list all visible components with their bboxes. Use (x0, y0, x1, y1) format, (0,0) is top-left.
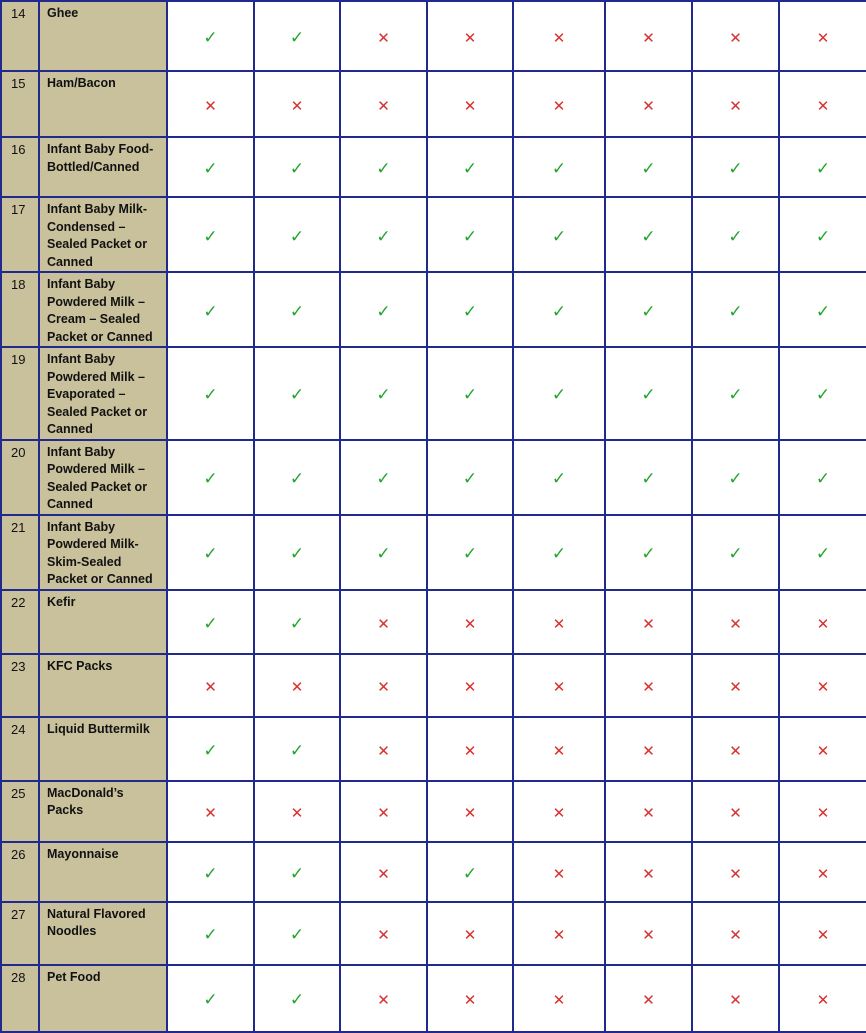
check-icon: ✓ (376, 469, 391, 489)
availability-cell (340, 717, 427, 781)
availability-cell (167, 347, 254, 440)
availability-cell (779, 590, 866, 654)
availability-cell (779, 1, 866, 71)
availability-cell (513, 781, 605, 842)
check-icon: ✓ (551, 226, 567, 247)
availability-cell (167, 272, 254, 347)
availability-cell (605, 965, 692, 1032)
row-number: 19 (1, 347, 39, 440)
availability-cell (427, 515, 513, 590)
availability-cell (513, 272, 605, 347)
availability-cell (692, 347, 779, 440)
availability-cell (513, 965, 605, 1032)
cross-icon: ✕ (463, 991, 477, 1009)
cross-icon: ✕ (377, 97, 390, 115)
availability-cell (692, 272, 779, 347)
check-icon: ✓ (289, 613, 305, 634)
availability-cell (340, 902, 427, 965)
availability-cell (340, 440, 427, 515)
availability-cell (605, 137, 692, 197)
check-icon: ✓ (728, 544, 743, 564)
cross-icon: ✕ (642, 991, 655, 1009)
cross-icon: ✕ (729, 991, 742, 1009)
check-icon: ✓ (203, 159, 218, 179)
check-icon: ✓ (203, 301, 218, 322)
cross-icon: ✕ (463, 741, 477, 760)
check-icon: ✓ (462, 159, 478, 179)
check-icon: ✓ (462, 226, 478, 247)
availability-cell (779, 717, 866, 781)
cross-icon: ✕ (463, 97, 477, 115)
availability-cell (513, 515, 605, 590)
availability-cell (779, 347, 866, 440)
cross-icon: ✕ (729, 97, 742, 115)
row-number: 20 (1, 440, 39, 515)
availability-cell (427, 717, 513, 781)
availability-cell (692, 440, 779, 515)
check-icon: ✓ (203, 863, 218, 884)
availability-cell (254, 781, 340, 842)
item-name: Infant Baby Powdered Milk – Sealed Packet or Canned (39, 440, 167, 515)
availability-cell (779, 965, 866, 1032)
availability-cell (779, 654, 866, 717)
availability-cell (513, 717, 605, 781)
availability-cell (605, 440, 692, 515)
cross-icon: ✕ (816, 678, 830, 696)
check-icon: ✓ (203, 385, 218, 406)
availability-cell (340, 347, 427, 440)
availability-cell (427, 902, 513, 965)
availability-cell (692, 590, 779, 654)
cross-icon: ✕ (816, 29, 830, 47)
availability-cell (254, 197, 340, 272)
check-icon: ✓ (728, 469, 743, 489)
availability-cell (340, 71, 427, 137)
cross-icon: ✕ (642, 97, 655, 115)
row-number: 23 (1, 654, 39, 717)
check-icon: ✓ (203, 613, 218, 634)
availability-cell (167, 717, 254, 781)
cross-icon: ✕ (377, 926, 390, 944)
check-icon: ✓ (376, 226, 391, 247)
row-number: 15 (1, 71, 39, 137)
check-icon: ✓ (289, 990, 305, 1010)
table-body (1, 1, 866, 1032)
table-row (1, 347, 866, 440)
check-icon: ✓ (815, 385, 831, 406)
table-row (1, 71, 866, 137)
check-icon: ✓ (641, 385, 656, 406)
availability-cell (605, 71, 692, 137)
cross-icon: ✕ (552, 678, 566, 696)
availability-cell (692, 965, 779, 1032)
row-number: 16 (1, 137, 39, 197)
availability-cell (427, 347, 513, 440)
check-icon: ✓ (462, 385, 478, 406)
availability-cell (692, 717, 779, 781)
availability-cell (427, 654, 513, 717)
availability-cell (254, 842, 340, 902)
check-icon: ✓ (641, 544, 656, 564)
availability-cell (427, 842, 513, 902)
availability-cell (254, 515, 340, 590)
availability-cell (605, 590, 692, 654)
check-icon: ✓ (203, 28, 218, 48)
availability-cell (605, 515, 692, 590)
item-name: Ham/Bacon (39, 71, 167, 137)
availability-cell (340, 197, 427, 272)
availability-cell (605, 902, 692, 965)
check-icon: ✓ (462, 301, 478, 322)
row-number: 22 (1, 590, 39, 654)
check-icon: ✓ (376, 301, 391, 322)
check-icon: ✓ (641, 301, 656, 322)
availability-cell (605, 842, 692, 902)
cross-icon: ✕ (816, 991, 830, 1009)
cross-icon: ✕ (463, 29, 477, 47)
table-row (1, 902, 866, 965)
availability-cell (692, 902, 779, 965)
availability-cell (254, 965, 340, 1032)
cross-icon: ✕ (552, 614, 566, 633)
row-number: 18 (1, 272, 39, 347)
availability-cell (167, 654, 254, 717)
availability-cell (340, 137, 427, 197)
table-row (1, 1, 866, 71)
availability-cell (340, 272, 427, 347)
availability-cell (692, 197, 779, 272)
availability-cell (605, 781, 692, 842)
check-icon: ✓ (203, 544, 218, 564)
item-name: KFC Packs (39, 654, 167, 717)
check-icon: ✓ (203, 226, 218, 247)
availability-cell (254, 137, 340, 197)
availability-cell (513, 71, 605, 137)
item-name: Ghee (39, 1, 167, 71)
row-number: 21 (1, 515, 39, 590)
availability-cell (779, 71, 866, 137)
check-icon: ✓ (728, 226, 743, 247)
cross-icon: ✕ (729, 614, 742, 633)
table-row (1, 590, 866, 654)
availability-cell (254, 71, 340, 137)
check-icon: ✓ (289, 159, 305, 179)
availability-cell (340, 965, 427, 1032)
cross-icon: ✕ (816, 614, 830, 633)
check-icon: ✓ (815, 469, 831, 489)
availability-cell (692, 781, 779, 842)
check-icon: ✓ (641, 159, 656, 179)
cross-icon: ✕ (816, 926, 830, 944)
row-number: 14 (1, 1, 39, 71)
cross-icon: ✕ (552, 97, 566, 115)
check-icon: ✓ (289, 544, 305, 564)
check-icon: ✓ (641, 469, 656, 489)
item-name: Pet Food (39, 965, 167, 1032)
check-icon: ✓ (289, 863, 305, 884)
availability-cell (779, 902, 866, 965)
availability-cell (513, 842, 605, 902)
cross-icon: ✕ (642, 614, 655, 633)
cross-icon: ✕ (463, 926, 477, 944)
availability-cell (692, 654, 779, 717)
table-row (1, 137, 866, 197)
availability-cell (513, 347, 605, 440)
availability-cell (427, 965, 513, 1032)
item-name: Infant Baby Powdered Milk-Skim-Sealed Packet or Canned (39, 515, 167, 590)
item-name: Infant Baby Milk-Condensed – Sealed Packet or Canned (39, 197, 167, 272)
item-name: Mayonnaise (39, 842, 167, 902)
item-name: Liquid Buttermilk (39, 717, 167, 781)
availability-cell (779, 137, 866, 197)
availability-cell (167, 965, 254, 1032)
check-icon: ✓ (376, 385, 391, 406)
row-number: 17 (1, 197, 39, 272)
availability-cell (605, 197, 692, 272)
row-number: 26 (1, 842, 39, 902)
item-name: Infant Baby Powdered Milk – Cream – Sealed Packet or Canned (39, 272, 167, 347)
cross-icon: ✕ (642, 741, 655, 760)
availability-cell (254, 717, 340, 781)
availability-cell (779, 781, 866, 842)
availability-cell (167, 781, 254, 842)
availability-cell (427, 590, 513, 654)
cross-icon: ✕ (204, 97, 217, 115)
table-row (1, 440, 866, 515)
availability-cell (513, 902, 605, 965)
check-icon: ✓ (728, 385, 743, 406)
availability-cell (779, 197, 866, 272)
cross-icon: ✕ (729, 29, 742, 47)
check-icon: ✓ (376, 159, 391, 179)
availability-cell (692, 71, 779, 137)
availability-cell (254, 440, 340, 515)
cross-icon: ✕ (377, 614, 390, 633)
availability-cell (692, 842, 779, 902)
item-name: Natural Flavored Noodles (39, 902, 167, 965)
availability-cell (779, 515, 866, 590)
availability-cell (513, 137, 605, 197)
check-icon: ✓ (203, 740, 218, 761)
cross-icon: ✕ (463, 678, 477, 696)
availability-cell (167, 137, 254, 197)
table-row (1, 197, 866, 272)
check-icon: ✓ (289, 740, 305, 761)
check-icon: ✓ (289, 226, 305, 247)
item-name: Infant Baby Food-Bottled/Canned (39, 137, 167, 197)
availability-cell (340, 590, 427, 654)
item-name: MacDonald’s Packs (39, 781, 167, 842)
check-icon: ✓ (641, 226, 656, 247)
cross-icon: ✕ (729, 926, 742, 944)
cross-icon: ✕ (642, 29, 655, 47)
check-icon: ✓ (289, 385, 305, 406)
availability-cell (340, 654, 427, 717)
check-icon: ✓ (551, 469, 567, 489)
cross-icon: ✕ (552, 804, 566, 822)
check-icon: ✓ (289, 301, 305, 322)
availability-cell (779, 272, 866, 347)
check-icon: ✓ (289, 925, 305, 945)
availability-cell (427, 137, 513, 197)
cross-icon: ✕ (463, 614, 477, 633)
check-icon: ✓ (815, 544, 831, 564)
availability-cell (167, 197, 254, 272)
check-icon: ✓ (815, 226, 831, 247)
table-row (1, 272, 866, 347)
table-row (1, 717, 866, 781)
cross-icon: ✕ (816, 97, 830, 115)
availability-cell (692, 137, 779, 197)
availability-cell (605, 1, 692, 71)
availability-cell (254, 272, 340, 347)
row-number: 25 (1, 781, 39, 842)
availability-cell (605, 654, 692, 717)
table-row (1, 781, 866, 842)
availability-cell (513, 440, 605, 515)
check-icon: ✓ (551, 159, 567, 179)
cross-icon: ✕ (377, 991, 390, 1009)
availability-cell (167, 71, 254, 137)
check-icon: ✓ (289, 28, 305, 48)
availability-cell (254, 902, 340, 965)
availability-cell (254, 590, 340, 654)
cross-icon: ✕ (377, 678, 390, 696)
check-icon: ✓ (815, 301, 831, 322)
availability-cell (254, 1, 340, 71)
cross-icon: ✕ (290, 804, 304, 822)
table-row (1, 842, 866, 902)
availability-cell (427, 440, 513, 515)
check-icon: ✓ (462, 544, 478, 564)
check-icon: ✓ (551, 385, 567, 406)
availability-cell (692, 515, 779, 590)
check-icon: ✓ (203, 469, 218, 489)
cross-icon: ✕ (642, 678, 655, 696)
availability-cell (427, 71, 513, 137)
availability-cell (427, 1, 513, 71)
availability-cell (513, 654, 605, 717)
check-icon: ✓ (203, 990, 218, 1010)
table-row (1, 515, 866, 590)
table-row (1, 654, 866, 717)
cross-icon: ✕ (377, 29, 390, 47)
availability-cell (513, 197, 605, 272)
cross-icon: ✕ (290, 678, 304, 696)
check-icon: ✓ (289, 469, 305, 489)
cross-icon: ✕ (729, 864, 742, 883)
availability-cell (340, 515, 427, 590)
row-number: 28 (1, 965, 39, 1032)
cross-icon: ✕ (377, 864, 390, 883)
availability-cell (513, 590, 605, 654)
cross-icon: ✕ (552, 29, 566, 47)
availability-cell (340, 842, 427, 902)
availability-cell (167, 1, 254, 71)
availability-cell (605, 717, 692, 781)
cross-icon: ✕ (729, 804, 742, 822)
item-name: Kefir (39, 590, 167, 654)
cross-icon: ✕ (816, 864, 830, 883)
cross-icon: ✕ (377, 741, 390, 760)
item-name: Infant Baby Powdered Milk – Evaporated – Sealed Packet or Canned (39, 347, 167, 440)
availability-cell (340, 1, 427, 71)
cross-icon: ✕ (290, 97, 304, 115)
availability-cell (513, 1, 605, 71)
availability-cell (692, 1, 779, 71)
availability-cell (605, 347, 692, 440)
availability-cell (254, 347, 340, 440)
availability-cell (427, 781, 513, 842)
row-number: 24 (1, 717, 39, 781)
cross-icon: ✕ (816, 741, 830, 760)
cross-icon: ✕ (552, 991, 566, 1009)
availability-cell (779, 842, 866, 902)
availability-cell (779, 440, 866, 515)
check-icon: ✓ (815, 159, 831, 179)
cross-icon: ✕ (552, 741, 566, 760)
availability-cell (427, 197, 513, 272)
availability-cell (427, 272, 513, 347)
check-icon: ✓ (551, 544, 567, 564)
cross-icon: ✕ (463, 804, 477, 822)
availability-cell (167, 515, 254, 590)
check-icon: ✓ (728, 159, 743, 179)
cross-icon: ✕ (642, 804, 655, 822)
check-icon: ✓ (376, 544, 391, 564)
cross-icon: ✕ (204, 804, 217, 822)
check-icon: ✓ (551, 301, 567, 322)
availability-cell (254, 654, 340, 717)
cross-icon: ✕ (642, 926, 655, 944)
cross-icon: ✕ (552, 926, 566, 944)
cross-icon: ✕ (552, 864, 566, 883)
availability-cell (167, 440, 254, 515)
table-row (1, 965, 866, 1032)
cross-icon: ✕ (729, 678, 742, 696)
availability-cell (605, 272, 692, 347)
check-icon: ✓ (728, 301, 743, 322)
check-icon: ✓ (462, 469, 478, 489)
availability-cell (167, 902, 254, 965)
availability-cell (167, 590, 254, 654)
availability-cell (167, 842, 254, 902)
cross-icon: ✕ (642, 864, 655, 883)
cross-icon: ✕ (729, 741, 742, 760)
cross-icon: ✕ (816, 804, 830, 822)
row-number: 27 (1, 902, 39, 965)
cross-icon: ✕ (204, 678, 217, 696)
availability-cell (340, 781, 427, 842)
check-icon: ✓ (462, 863, 478, 884)
check-icon: ✓ (203, 925, 218, 945)
cross-icon: ✕ (377, 804, 390, 822)
